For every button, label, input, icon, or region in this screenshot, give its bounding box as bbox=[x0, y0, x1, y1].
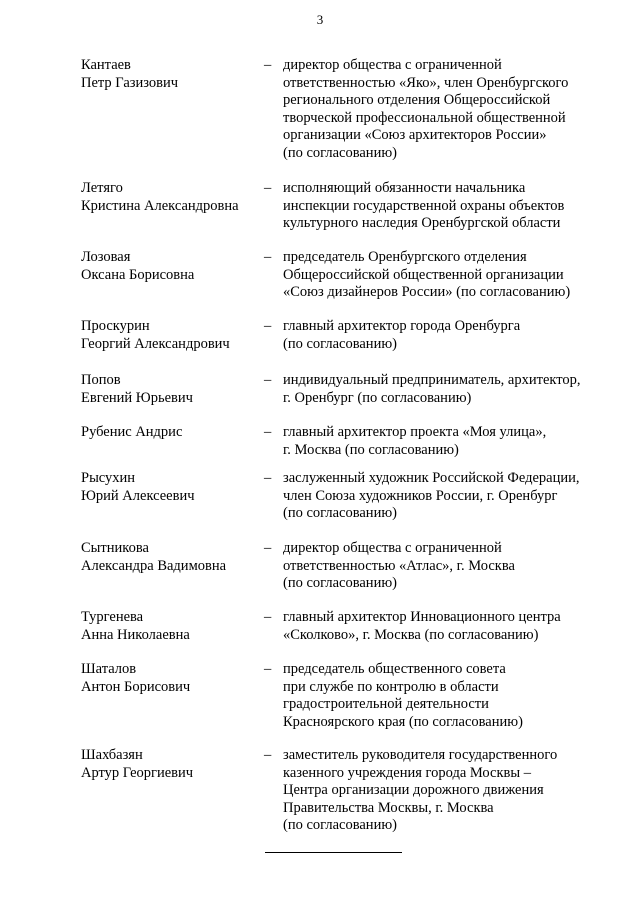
member-position bbox=[283, 661, 628, 731]
member-position-line: заместитель руководителя государственного bbox=[283, 747, 558, 763]
member-position bbox=[283, 424, 628, 459]
end-rule bbox=[265, 852, 402, 853]
member-position bbox=[283, 180, 628, 233]
member-position-line: исполняющий обязанности начальника bbox=[283, 180, 526, 196]
member-name-line: Рысухин bbox=[81, 470, 136, 486]
member-position-line: регионального отделения Общероссийской bbox=[283, 92, 551, 108]
member-name-line: Антон Борисович bbox=[81, 678, 191, 695]
member-position-line: главный архитектор города Оренбурга bbox=[283, 318, 521, 334]
member-name-line: Лозовая bbox=[81, 249, 131, 265]
member-position-line: культурного наследия Оренбургской области bbox=[283, 215, 561, 231]
member-name bbox=[81, 661, 256, 696]
member-position-line: (по согласованию) bbox=[283, 817, 397, 833]
member-position-line: градостроительной деятельности bbox=[283, 696, 489, 712]
member-name bbox=[81, 372, 256, 407]
member-position-line: председатель общественного совета bbox=[283, 661, 506, 677]
dash-separator: – bbox=[264, 609, 272, 625]
page-number: 3 bbox=[316, 12, 324, 27]
member-position-line: г. Москва (по согласованию) bbox=[283, 441, 459, 458]
member-name-line: Проскурин bbox=[81, 318, 150, 334]
member-position bbox=[283, 540, 628, 593]
dash-separator: – bbox=[264, 249, 272, 265]
member-name-line: Шахбазян bbox=[81, 747, 143, 763]
member-name-line: Евгений Юрьевич bbox=[81, 389, 193, 406]
member-name bbox=[81, 540, 256, 575]
member-position bbox=[283, 747, 628, 835]
member-position-line: главный архитектор Инновационного центра bbox=[283, 609, 561, 625]
member-position-line: ответственностью «Яко», член Оренбургского bbox=[283, 74, 569, 91]
member-name-line: Кристина Александровна bbox=[81, 197, 239, 214]
dash-separator: – bbox=[264, 318, 272, 334]
member-position-line: ответственностью «Атлас», г. Москва bbox=[283, 557, 515, 574]
member-position-line: директор общества с ограниченной bbox=[283, 57, 502, 73]
dash-separator: – bbox=[264, 661, 272, 677]
dash-separator: – bbox=[264, 424, 272, 440]
member-position bbox=[283, 609, 628, 644]
member-position bbox=[283, 470, 628, 523]
member-name-line: Артур Георгиевич bbox=[81, 764, 194, 781]
member-name bbox=[81, 609, 256, 644]
member-position bbox=[283, 372, 628, 407]
member-name-line: Анна Николаевна bbox=[81, 626, 190, 643]
member-name bbox=[81, 747, 256, 782]
member-position-line: председатель Оренбургского отделения bbox=[283, 249, 527, 265]
member-name-line: Шаталов bbox=[81, 661, 137, 677]
member-position-line: «Союз дизайнеров России» (по согласованию) bbox=[283, 284, 571, 300]
member-name-line: Летяго bbox=[81, 180, 123, 196]
member-position-line: «Сколково», г. Москва (по согласованию) bbox=[283, 626, 539, 643]
member-position-line: организации «Союз архитекторов России» bbox=[283, 127, 547, 143]
member-position bbox=[283, 249, 628, 302]
member-name-line: Александра Вадимовна bbox=[81, 557, 227, 574]
member-position-line: г. Оренбург (по согласованию) bbox=[283, 389, 472, 406]
member-position-line: при службе по контролю в области bbox=[283, 678, 499, 695]
member-name-line: Сытникова bbox=[81, 540, 149, 556]
member-name bbox=[81, 470, 256, 505]
member-name-line: Рубенис Андрис bbox=[81, 424, 183, 440]
member-name-line: Кантаев bbox=[81, 57, 131, 73]
member-position bbox=[283, 318, 628, 353]
dash-separator: – bbox=[264, 372, 272, 388]
member-position-line: главный архитектор проекта «Моя улица», bbox=[283, 424, 547, 440]
member-position-line: инспекции государственной охраны объектов bbox=[283, 197, 565, 214]
member-name-line: Георгий Александрович bbox=[81, 335, 230, 352]
dash-separator: – bbox=[264, 540, 272, 556]
member-name-line: Петр Газизович bbox=[81, 74, 179, 91]
member-position-line: Правительства Москвы, г. Москва bbox=[283, 799, 494, 816]
member-position-line: Красноярского края (по согласованию) bbox=[283, 713, 523, 730]
member-name bbox=[81, 424, 256, 442]
member-name bbox=[81, 180, 256, 215]
dash-separator: – bbox=[264, 57, 272, 73]
member-name-line: Попов bbox=[81, 372, 121, 388]
member-position-line: Центра организации дорожного движения bbox=[283, 782, 544, 798]
member-position-line: (по согласованию) bbox=[283, 575, 397, 591]
member-position-line: (по согласованию) bbox=[283, 505, 397, 521]
member-name bbox=[81, 318, 256, 353]
member-position-line: индивидуальный предприниматель, архитектор, bbox=[283, 372, 581, 388]
member-position-line: творческой профессиональной общественной bbox=[283, 109, 566, 126]
dash-separator: – bbox=[264, 180, 272, 196]
member-position-line: директор общества с ограниченной bbox=[283, 540, 502, 556]
member-position bbox=[283, 57, 628, 162]
member-name-line: Оксана Борисовна bbox=[81, 266, 195, 283]
member-name bbox=[81, 57, 256, 92]
member-position-line: казенного учреждения города Москвы – bbox=[283, 764, 531, 781]
dash-separator: – bbox=[264, 747, 272, 763]
member-position-line: заслуженный художник Российской Федерации, bbox=[283, 470, 580, 486]
member-position-line: член Союза художников России, г. Оренбург bbox=[283, 487, 558, 504]
member-name-line: Тургенева bbox=[81, 609, 144, 625]
member-name-line: Юрий Алексеевич bbox=[81, 487, 195, 504]
member-name bbox=[81, 249, 256, 284]
dash-separator: – bbox=[264, 470, 272, 486]
member-position-line: (по согласованию) bbox=[283, 335, 397, 352]
member-position-line: (по согласованию) bbox=[283, 144, 397, 161]
member-position-line: Общероссийской общественной организации bbox=[283, 266, 564, 283]
